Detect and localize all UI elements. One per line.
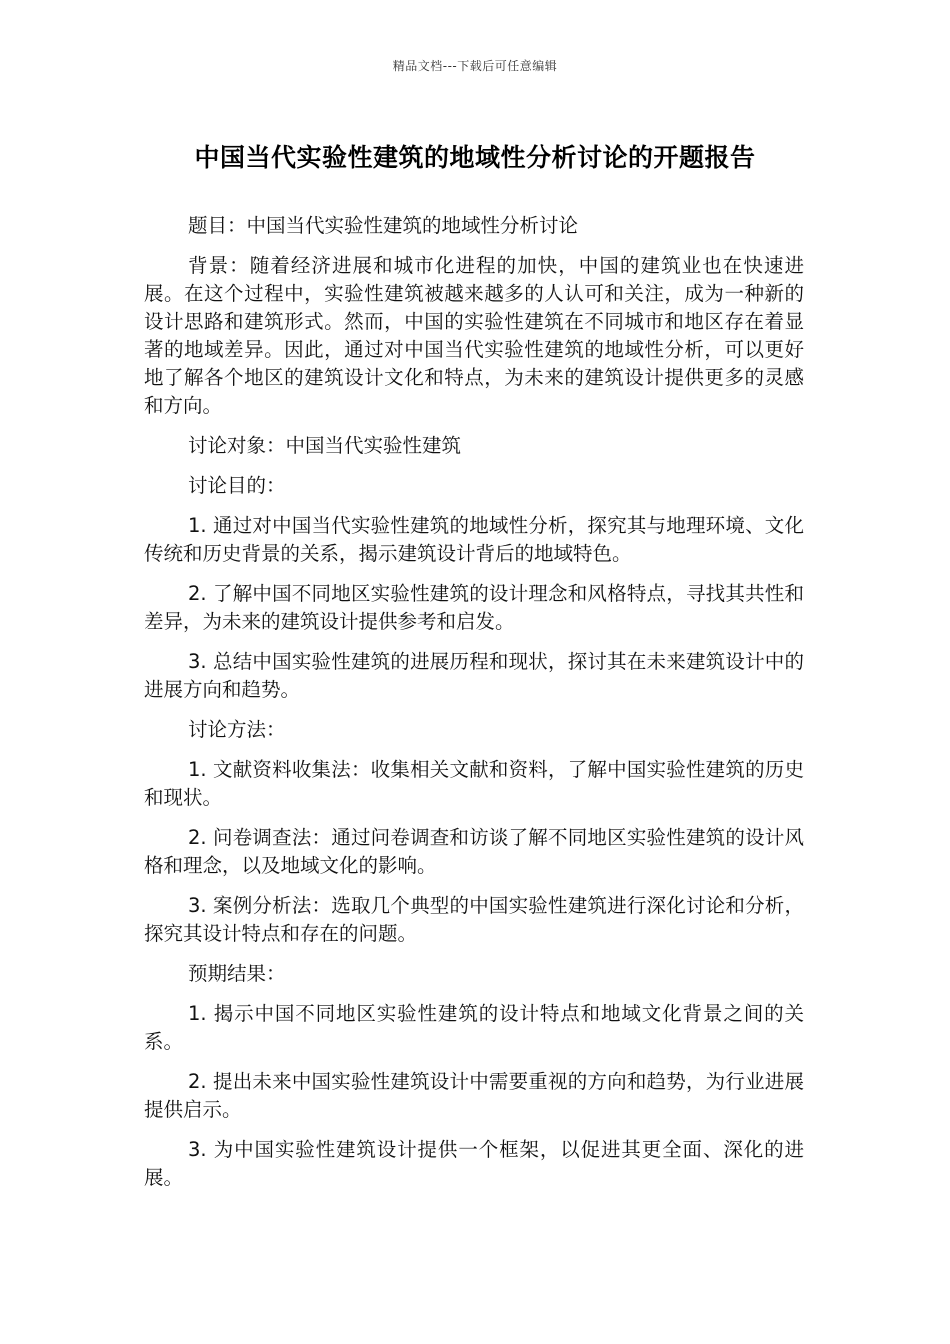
list-item-method-3: 3. 案例分析法：选取几个典型的中国实验性建筑进行深化讨论和分析，探究其设计特点和存在的问题。	[144, 894, 804, 945]
heading-research-purpose: 讨论目的：	[188, 474, 286, 497]
heading-expected-results: 预期结果：	[188, 962, 286, 985]
paragraph-research-object: 讨论对象：中国当代实验性建筑	[188, 434, 462, 457]
document-title: 中国当代实验性建筑的地域性分析讨论的开题报告	[194, 143, 756, 172]
list-item-result-1: 1. 揭示中国不同地区实验性建筑的设计特点和地域文化背景之间的关系。	[144, 1002, 804, 1053]
heading-research-method: 讨论方法：	[188, 718, 286, 741]
list-item-method-1: 1. 文献资料收集法：收集相关文献和资料，了解中国实验性建筑的历史和现状。	[144, 758, 804, 809]
paragraph-topic: 题目：中国当代实验性建筑的地域性分析讨论	[188, 214, 579, 237]
document-body	[144, 212, 804, 1204]
list-item-result-2: 2. 提出未来中国实验性建筑设计中需要重视的方向和趋势，为行业进展提供启示。	[144, 1070, 804, 1121]
page-header-note: 精品文档---下载后可任意编辑	[392, 59, 558, 73]
list-item-method-2: 2. 问卷调查法：通过问卷调查和访谈了解不同地区实验性建筑的设计风格和理念，以及地域文化的影响。	[144, 826, 804, 877]
paragraph-background: 背景：随着经济进展和城市化进程的加快，中国的建筑业也在快速进展。在这个过程中，实验性建筑被越来越多的人认可和关注，成为一种新的设计思路和建筑形式。然而，中国的实验性建筑在不同城市和地区存在着显著的地域差异。因此，通过对中国当代实验性建筑的地域性分析，可以更好地了解各个地区的建筑设计文化和特点，为未来的建筑设计提供更多的灵感和方向。	[144, 254, 804, 417]
list-item-result-3: 3. 为中国实验性建筑设计提供一个框架，以促进其更全面、深化的进展。	[144, 1138, 804, 1189]
list-item-purpose-3: 3. 总结中国实验性建筑的进展历程和现状，探讨其在未来建筑设计中的进展方向和趋势。	[144, 650, 804, 701]
list-item-purpose-2: 2. 了解中国不同地区实验性建筑的设计理念和风格特点，寻找其共性和差异，为未来的建筑设计提供参考和启发。	[144, 582, 804, 633]
list-item-purpose-1: 1. 通过对中国当代实验性建筑的地域性分析，探究其与地理环境、文化传统和历史背景的关系，揭示建筑设计背后的地域特色。	[144, 514, 804, 565]
